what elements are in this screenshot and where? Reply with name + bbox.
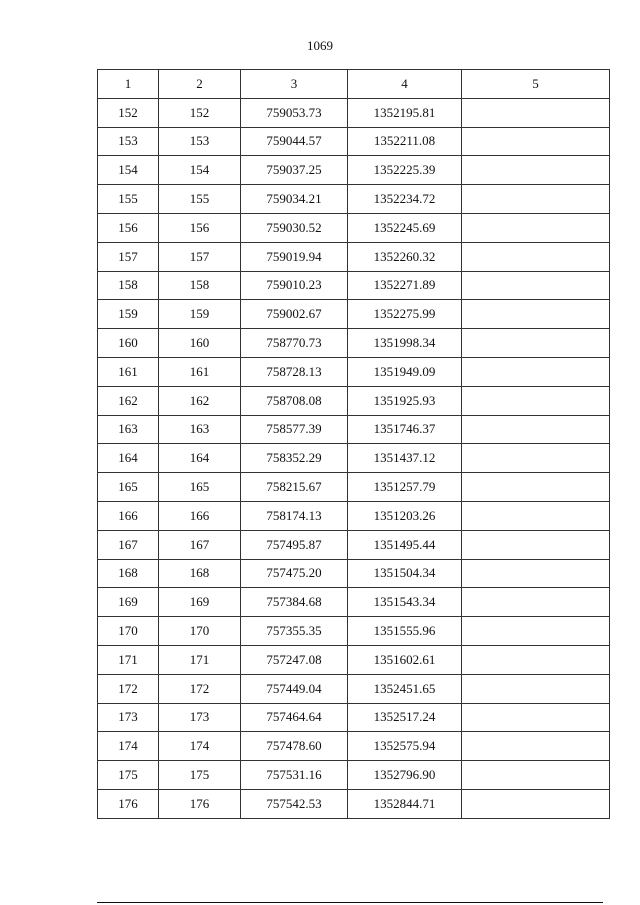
table-cell: 1351203.26 <box>348 501 462 530</box>
column-header: 1 <box>98 70 159 99</box>
table-cell: 1352517.24 <box>348 703 462 732</box>
table-cell: 1351543.34 <box>348 588 462 617</box>
table-row <box>98 732 610 761</box>
column-header: 4 <box>348 70 462 99</box>
table-cell <box>462 127 610 156</box>
table-cell: 153 <box>98 127 159 156</box>
table-cell: 176 <box>159 789 241 818</box>
table-cell: 757449.04 <box>241 674 348 703</box>
table-cell: 1352245.69 <box>348 213 462 242</box>
table-cell <box>462 213 610 242</box>
table-cell: 157 <box>159 242 241 271</box>
table-cell: 168 <box>98 559 159 588</box>
table-cell: 757475.20 <box>241 559 348 588</box>
table-cell <box>462 761 610 790</box>
table-cell: 159 <box>159 300 241 329</box>
table-row <box>98 242 610 271</box>
table-cell: 759010.23 <box>241 271 348 300</box>
table-cell: 1351602.61 <box>348 645 462 674</box>
table-cell: 167 <box>98 530 159 559</box>
footer-divider <box>97 902 603 903</box>
table-cell <box>462 185 610 214</box>
table-cell <box>462 329 610 358</box>
table-row <box>98 789 610 818</box>
table-row <box>98 444 610 473</box>
table-cell: 161 <box>159 357 241 386</box>
table-cell: 759030.52 <box>241 213 348 242</box>
table-cell <box>462 501 610 530</box>
table-cell: 160 <box>98 329 159 358</box>
table-cell: 164 <box>98 444 159 473</box>
table-cell <box>462 415 610 444</box>
table-cell: 158 <box>98 271 159 300</box>
table-cell: 1352451.65 <box>348 674 462 703</box>
table-cell: 1352271.89 <box>348 271 462 300</box>
table-cell <box>462 674 610 703</box>
table-cell: 757542.53 <box>241 789 348 818</box>
table-cell: 166 <box>98 501 159 530</box>
table-cell: 157 <box>98 242 159 271</box>
table-cell: 1351949.09 <box>348 357 462 386</box>
table-cell: 758215.67 <box>241 473 348 502</box>
table-cell: 759053.73 <box>241 98 348 127</box>
table-cell: 759044.57 <box>241 127 348 156</box>
table-cell: 160 <box>159 329 241 358</box>
table-row <box>98 501 610 530</box>
table-cell <box>462 588 610 617</box>
table-cell: 165 <box>98 473 159 502</box>
table-row <box>98 645 610 674</box>
table-row <box>98 213 610 242</box>
table-row <box>98 127 610 156</box>
table-cell: 162 <box>159 386 241 415</box>
table-cell <box>462 271 610 300</box>
table-row <box>98 530 610 559</box>
table-cell: 162 <box>98 386 159 415</box>
table-cell: 176 <box>98 789 159 818</box>
table-cell: 164 <box>159 444 241 473</box>
table-cell: 1352195.81 <box>348 98 462 127</box>
table-cell: 757531.16 <box>241 761 348 790</box>
table-header-row <box>98 70 610 99</box>
table-cell: 1351257.79 <box>348 473 462 502</box>
table-cell: 170 <box>159 617 241 646</box>
table-cell: 759002.67 <box>241 300 348 329</box>
table-cell: 1352260.32 <box>348 242 462 271</box>
table-cell <box>462 645 610 674</box>
table-cell <box>462 444 610 473</box>
table-cell <box>462 703 610 732</box>
table-cell: 757247.08 <box>241 645 348 674</box>
table-cell: 759019.94 <box>241 242 348 271</box>
table-cell: 757384.68 <box>241 588 348 617</box>
table-cell: 152 <box>159 98 241 127</box>
table-cell: 759037.25 <box>241 156 348 185</box>
table-cell: 158 <box>159 271 241 300</box>
table-cell <box>462 530 610 559</box>
table-cell: 758728.13 <box>241 357 348 386</box>
table-cell: 163 <box>159 415 241 444</box>
column-header: 2 <box>159 70 241 99</box>
table-cell: 757495.87 <box>241 530 348 559</box>
table-row <box>98 300 610 329</box>
table-row <box>98 415 610 444</box>
table-cell: 156 <box>159 213 241 242</box>
table-cell <box>462 473 610 502</box>
table-cell: 153 <box>159 127 241 156</box>
table-cell: 174 <box>98 732 159 761</box>
table-cell: 757464.64 <box>241 703 348 732</box>
table-cell: 175 <box>98 761 159 790</box>
table-cell: 152 <box>98 98 159 127</box>
table-cell: 1351504.34 <box>348 559 462 588</box>
table-row <box>98 703 610 732</box>
table-cell: 161 <box>98 357 159 386</box>
table-cell: 174 <box>159 732 241 761</box>
table-cell: 172 <box>159 674 241 703</box>
table-cell <box>462 732 610 761</box>
table-cell: 759034.21 <box>241 185 348 214</box>
table-cell <box>462 386 610 415</box>
table-cell <box>462 98 610 127</box>
table-cell: 156 <box>98 213 159 242</box>
table-cell: 1351998.34 <box>348 329 462 358</box>
table-cell: 1352844.71 <box>348 789 462 818</box>
table-cell: 757355.35 <box>241 617 348 646</box>
table-cell: 1351925.93 <box>348 386 462 415</box>
table-row <box>98 271 610 300</box>
table-cell <box>462 357 610 386</box>
table-cell: 170 <box>98 617 159 646</box>
table-row <box>98 761 610 790</box>
column-header: 5 <box>462 70 610 99</box>
table-row <box>98 674 610 703</box>
table-row <box>98 329 610 358</box>
table-row <box>98 357 610 386</box>
table-row <box>98 185 610 214</box>
table-cell <box>462 789 610 818</box>
table-cell: 166 <box>159 501 241 530</box>
table-row <box>98 617 610 646</box>
page-number: 1069 <box>307 38 333 53</box>
table-row <box>98 559 610 588</box>
table-cell: 757478.60 <box>241 732 348 761</box>
table-cell: 1352211.08 <box>348 127 462 156</box>
table-cell <box>462 156 610 185</box>
table-cell: 167 <box>159 530 241 559</box>
table-cell <box>462 559 610 588</box>
table-cell: 163 <box>98 415 159 444</box>
table-cell: 165 <box>159 473 241 502</box>
column-header: 3 <box>241 70 348 99</box>
table-cell: 159 <box>98 300 159 329</box>
table-cell: 175 <box>159 761 241 790</box>
table-body <box>98 98 610 818</box>
table-cell: 1352796.90 <box>348 761 462 790</box>
table-row <box>98 98 610 127</box>
table-cell: 758352.29 <box>241 444 348 473</box>
table-cell: 1351746.37 <box>348 415 462 444</box>
table-row <box>98 386 610 415</box>
table-row <box>98 473 610 502</box>
table-cell: 169 <box>98 588 159 617</box>
table-cell: 171 <box>98 645 159 674</box>
table-cell: 169 <box>159 588 241 617</box>
table-cell: 1351437.12 <box>348 444 462 473</box>
table-cell <box>462 617 610 646</box>
table-cell: 758770.73 <box>241 329 348 358</box>
table-cell: 1352225.39 <box>348 156 462 185</box>
table-cell: 1352575.94 <box>348 732 462 761</box>
table-cell: 168 <box>159 559 241 588</box>
table-cell: 1351555.96 <box>348 617 462 646</box>
table-row <box>98 588 610 617</box>
table-cell: 173 <box>98 703 159 732</box>
table-cell: 1352234.72 <box>348 185 462 214</box>
table-cell: 1351495.44 <box>348 530 462 559</box>
table-cell <box>462 242 610 271</box>
table-cell: 758708.08 <box>241 386 348 415</box>
table-cell: 758577.39 <box>241 415 348 444</box>
table-cell: 758174.13 <box>241 501 348 530</box>
table-cell: 155 <box>98 185 159 214</box>
table-cell: 155 <box>159 185 241 214</box>
table-row <box>98 156 610 185</box>
table-cell: 154 <box>98 156 159 185</box>
table-cell: 171 <box>159 645 241 674</box>
table-cell: 154 <box>159 156 241 185</box>
table-cell <box>462 300 610 329</box>
table-cell: 173 <box>159 703 241 732</box>
coordinates-table <box>97 69 610 819</box>
table-cell: 172 <box>98 674 159 703</box>
table-cell: 1352275.99 <box>348 300 462 329</box>
